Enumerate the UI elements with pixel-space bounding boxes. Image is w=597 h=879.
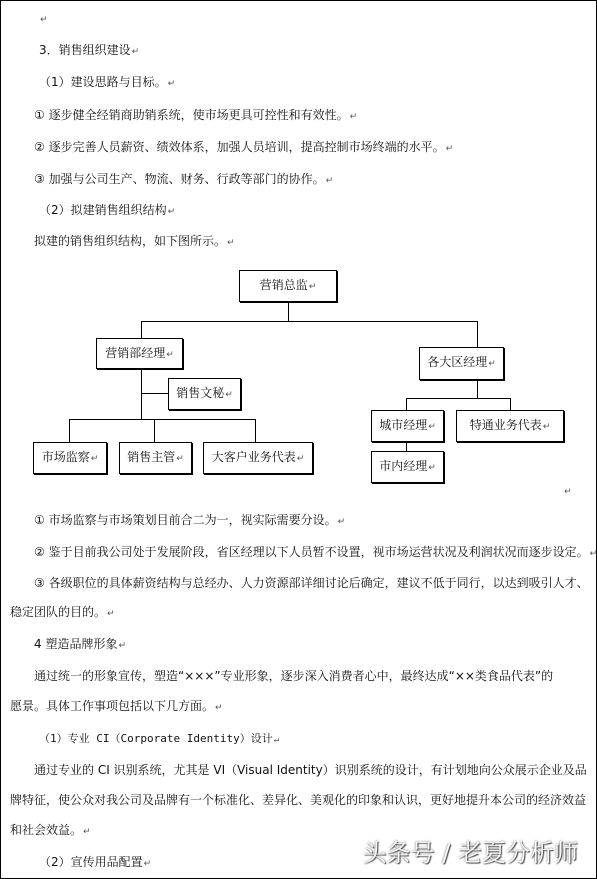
connector	[406, 398, 407, 410]
org-node-secretary: 销售文秘↵	[168, 378, 241, 410]
section3-sub1: （1）建设思路与目标。↵	[39, 75, 176, 89]
org-node-key-account: 大客户业务代表↵	[203, 442, 313, 474]
section4-sub2: （2）宣传用品配置↵	[39, 855, 152, 869]
connector	[406, 398, 511, 399]
org-intro: 拟建的销售组织结构，如下图所示。↵	[34, 234, 235, 248]
org-node-special-rep: 特通业务代表↵	[456, 410, 564, 442]
org-node-sales-supervisor: 销售主管↵	[119, 442, 192, 474]
connector	[69, 419, 256, 420]
section4-sub1: （1）专业 CI（Corporate Identity）设计↵	[39, 732, 280, 745]
connector	[69, 419, 70, 442]
goal-item: ① 逐步健全经销商助销系统，使市场更具可控性和有效性。↵	[34, 108, 358, 122]
org-node-root: 营销总监↵	[239, 270, 337, 302]
connector	[154, 419, 155, 442]
connector	[141, 393, 168, 394]
connector	[477, 321, 478, 347]
section4-paragraph: 牌特征，使公众对我公司及品牌有一个标准化、差异化、美观化的印象和认识，更好地提升本公司的经济效益	[10, 793, 587, 807]
goal-item: ③ 加强与公司生产、物流、财务、行政等部门的协作。↵	[34, 172, 334, 186]
paragraph-mark: ↵	[40, 15, 48, 25]
note-item: ③ 各级职位的具体薪资结构与总经办、人力资源部详细讨论后确定，建议不低于同行，以达到吸引人才、	[34, 576, 589, 590]
note-item: ② 鉴于目前我公司处于发展阶段，省区经理以下人员暂不设置，视市场运营状况及利润状况而逐步设定。↵	[34, 545, 597, 559]
section4-paragraph: 愿景。具体工作事项包括以下几方面。↵	[10, 699, 223, 713]
connector	[141, 321, 142, 338]
section3-sub2: （2）拟建销售组织结构↵	[39, 203, 176, 217]
goal-item: ② 逐步完善人员薪资、绩效体系，加强人员培训，提高控制市场终端的水平。↵	[34, 140, 454, 154]
section3-title: 3．销售组织建设↵	[39, 43, 140, 57]
connector	[510, 398, 511, 410]
org-node-intracity-manager: 市内经理↵	[371, 451, 444, 483]
section4-paragraph: 和社会效益。↵	[10, 823, 91, 837]
section4-paragraph: 通过统一的形象宣传，塑造“×××”专业形象，逐步深入消费者心中，最终达成“××类食品代表”的	[34, 669, 554, 683]
note-continuation: 稳定团队的目的。↵	[10, 605, 115, 619]
connector	[255, 419, 256, 442]
note-item: ① 市场监察与市场策划目前合二为一，视实际需要分设。↵	[34, 513, 346, 527]
org-node-right-head: 各大区经理↵	[419, 347, 504, 380]
connector	[477, 379, 478, 399]
section4-title: 4 塑造品牌形象↵	[34, 637, 126, 651]
paragraph-mark: ↵	[564, 487, 572, 497]
connector	[406, 441, 407, 451]
org-node-city-manager: 城市经理↵	[371, 410, 444, 442]
section4-paragraph: 通过专业的 CI 识别系统，尤其是 VI（Visual Identity）识别系统的设计，有计划地向公众展示企业及品	[34, 763, 587, 777]
org-node-market-inspection: 市场监察↵	[33, 442, 107, 474]
org-node-left-head: 营销部经理↵	[96, 338, 183, 369]
connector	[141, 321, 478, 322]
watermark: 头条号 / 老夏分析师	[362, 839, 578, 867]
connector	[288, 301, 289, 322]
